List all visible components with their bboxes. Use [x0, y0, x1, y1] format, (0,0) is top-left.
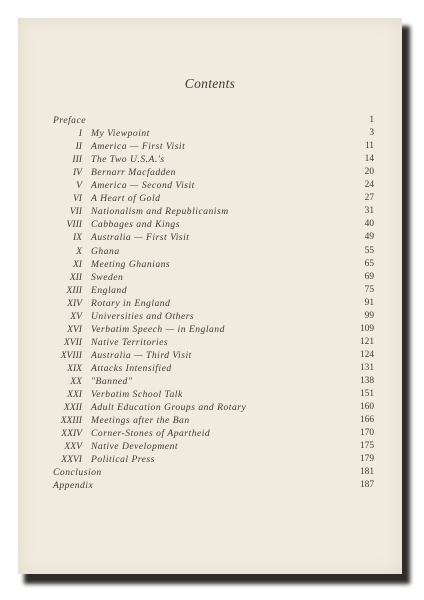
toc-entry	[18, 114, 402, 127]
toc-entry	[18, 414, 402, 427]
toc-entry	[18, 127, 402, 140]
page-number: 181	[359, 467, 374, 478]
page-number: 1	[369, 115, 374, 125]
chapter-title: Corner-Stones of Apartheid	[91, 428, 211, 440]
chapter-title: Preface	[53, 115, 86, 126]
chapter-number: XX	[70, 376, 82, 387]
chapter-number: I	[78, 128, 82, 140]
chapter-title: "Banned"	[91, 376, 133, 387]
chapter-title: Native Territories	[91, 336, 169, 348]
chapter-title: Verbatim Speech — in England	[91, 323, 225, 335]
chapter-title: The Two U.S.A.'s	[91, 154, 165, 166]
chapter-number: XVI	[67, 323, 82, 335]
chapter-number: VIII	[66, 219, 82, 231]
page-number: 166	[359, 415, 374, 426]
chapter-number: XXIV	[61, 428, 82, 440]
toc-entry	[18, 479, 402, 492]
toc-entry	[18, 218, 402, 231]
page-number: 11	[364, 141, 374, 152]
chapter-title: Adult Education Groups and Rotary	[91, 402, 247, 414]
toc-entry	[18, 362, 402, 375]
toc-entry	[18, 140, 402, 153]
toc-entry	[18, 427, 402, 440]
chapter-title: Cabbages and Kings	[91, 219, 180, 231]
toc-entry	[18, 284, 402, 297]
chapter-number: XI	[72, 258, 82, 270]
page-number: 179	[359, 454, 374, 465]
chapter-number: XIII	[66, 284, 82, 296]
toc-entry	[18, 205, 402, 218]
chapter-number: II	[75, 141, 82, 153]
page-number: 49	[364, 232, 374, 243]
chapter-title: Meeting Ghanians	[91, 258, 171, 270]
toc-entry	[18, 375, 402, 388]
chapter-number: XVII	[63, 336, 82, 348]
toc-entry	[18, 388, 402, 401]
chapter-title: Australia — First Visit	[91, 232, 190, 244]
toc-entry	[18, 153, 402, 166]
toc-entry	[18, 323, 402, 336]
chapter-title: Sweden	[91, 271, 124, 283]
chapter-title: Conclusion	[53, 467, 102, 479]
chapter-title: A Heart of Gold	[91, 193, 161, 205]
page-number: 109	[359, 323, 374, 334]
toc-entry	[18, 297, 402, 310]
toc-entry	[18, 310, 402, 323]
page-number: 40	[364, 219, 374, 230]
page-number: 69	[364, 271, 374, 282]
chapter-number: IX	[72, 232, 82, 244]
chapter-title: Attacks Intensified	[91, 362, 172, 374]
toc-entry	[18, 166, 402, 179]
chapter-title: Ghana	[91, 245, 120, 257]
chapter-title: Australia — Third Visit	[91, 349, 192, 361]
chapter-number: XXIII	[60, 415, 82, 427]
page-number: 91	[364, 297, 374, 308]
page-number: 31	[364, 206, 374, 217]
toc-entry	[18, 258, 402, 271]
chapter-number: XV	[70, 310, 82, 322]
chapter-title: England	[91, 284, 128, 296]
toc-entry	[18, 466, 402, 479]
book-page	[18, 18, 402, 574]
chapter-title: My Viewpoint	[91, 128, 150, 140]
page-number: 3	[369, 128, 374, 139]
page-number: 175	[359, 441, 374, 452]
page-number: 121	[359, 336, 374, 347]
chapter-title: Nationalism and Republicanism	[91, 206, 229, 218]
chapter-number: XII	[69, 271, 82, 283]
page-number: 187	[359, 480, 374, 491]
chapter-number: XVIII	[60, 349, 82, 361]
chapter-number: XIV	[67, 297, 82, 309]
chapter-title: America — Second Visit	[91, 180, 195, 192]
chapter-number: XXI	[67, 389, 82, 401]
chapter-number: XXV	[64, 441, 82, 453]
toc-entry	[18, 245, 402, 258]
chapter-title: Bernarr Macfadden	[91, 167, 176, 179]
chapter-title: Meetings after the Ban	[91, 415, 190, 427]
chapter-title: Universities and Others	[91, 310, 195, 322]
page-number: 27	[364, 193, 374, 204]
chapter-title: Appendix	[53, 480, 94, 492]
chapter-number: X	[76, 245, 82, 257]
toc-entry	[18, 271, 402, 284]
toc-entry	[18, 440, 402, 453]
toc-entry	[18, 179, 402, 192]
chapter-number: XXII	[63, 402, 82, 414]
page-number: 170	[359, 428, 374, 439]
toc-entry	[18, 349, 402, 362]
toc-entry	[18, 231, 402, 244]
toc-entry	[18, 453, 402, 466]
page-number: 20	[364, 167, 374, 178]
page-number: 24	[364, 180, 374, 191]
page-number: 124	[359, 349, 374, 360]
page-title: Contents	[184, 76, 236, 91]
chapter-number: VI	[72, 193, 82, 205]
page-number: 131	[359, 362, 374, 373]
chapter-number: XXVI	[61, 454, 82, 466]
toc-entry	[18, 192, 402, 205]
page-number: 99	[364, 310, 374, 321]
page-number: 55	[364, 245, 374, 256]
page-number: 138	[359, 376, 374, 386]
chapter-title: Political Press	[91, 454, 155, 466]
chapter-title: Native Development	[91, 441, 179, 453]
chapter-number: V	[76, 180, 82, 192]
toc-entry	[18, 336, 402, 349]
chapter-title: Verbatim School Talk	[91, 389, 183, 401]
page-number: 151	[359, 389, 374, 400]
chapter-number: IV	[72, 167, 82, 179]
toc-entry	[18, 401, 402, 414]
chapter-title: America — First Visit	[91, 141, 186, 153]
chapter-number: III	[72, 154, 82, 166]
chapter-number: XIX	[67, 362, 82, 374]
page-number: 14	[364, 154, 374, 165]
chapter-number: VII	[69, 206, 82, 218]
page-number: 160	[359, 402, 374, 413]
page-number: 65	[364, 258, 374, 269]
chapter-title: Rotary in England	[91, 297, 171, 309]
page-number: 75	[364, 284, 374, 295]
